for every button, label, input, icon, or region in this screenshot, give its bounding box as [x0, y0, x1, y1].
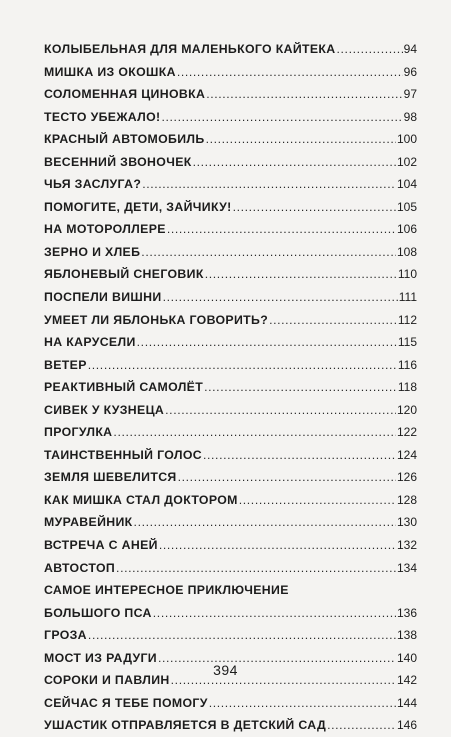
dot-leader: [233, 196, 396, 219]
toc-entry: [44, 331, 417, 354]
dot-leader: [178, 466, 396, 489]
dot-leader: [209, 692, 396, 715]
toc-entry-title: СЕЙЧАС Я ТЕБЕ ПОМОГУ: [44, 695, 208, 710]
toc-entry-title: ЗЕМЛЯ ШЕВЕЛИТСЯ: [44, 470, 177, 485]
toc-entry: [44, 241, 417, 264]
table-of-contents: [44, 38, 417, 737]
dot-leader: [269, 309, 397, 332]
toc-entry-page: 136: [396, 605, 417, 620]
toc-entry-page: 120: [396, 402, 417, 417]
toc-entry: [44, 399, 417, 422]
toc-entry-title: СОЛОМЕННАЯ ЦИНОВКА: [44, 87, 206, 102]
toc-entry: [44, 376, 417, 399]
dot-leader: [116, 557, 396, 580]
toc-entry: [44, 624, 417, 647]
dot-leader: [165, 399, 396, 422]
dot-leader: [193, 151, 396, 174]
toc-entry-page: 104: [396, 177, 417, 192]
dot-leader: [88, 354, 397, 377]
toc-entry: [44, 151, 417, 174]
toc-entry-page: 132: [396, 538, 417, 553]
toc-entry: [44, 466, 417, 489]
toc-entry: [44, 106, 417, 129]
toc-entry: [44, 309, 417, 332]
toc-entry: [44, 534, 417, 557]
toc-entry-page: 118: [397, 380, 417, 395]
toc-entry-page: 128: [396, 492, 417, 507]
toc-entry-title: НА МОТОРОЛЛЕРЕ: [44, 222, 166, 237]
toc-entry-page: 138: [396, 628, 417, 643]
toc-entry-page: 144: [396, 695, 417, 710]
toc-entry: [44, 511, 417, 534]
toc-entry-page: 124: [396, 447, 417, 462]
toc-entry-page: 146: [396, 718, 417, 733]
dot-leader: [239, 489, 396, 512]
toc-entry-title: ТЕСТО УБЕЖАЛО!: [44, 109, 161, 124]
dot-leader: [206, 128, 396, 151]
toc-entry: [44, 579, 417, 602]
dot-leader: [88, 624, 396, 647]
toc-entry-title: НА КАРУСЕЛИ: [44, 335, 136, 350]
toc-entry-page: 108: [396, 244, 417, 259]
toc-entry: [44, 421, 417, 444]
toc-entry: [44, 444, 417, 467]
toc-entry: [44, 286, 417, 309]
dot-leader: [134, 511, 396, 534]
toc-entry: [44, 218, 417, 241]
dot-leader: [159, 534, 396, 557]
dot-leader: [327, 714, 396, 737]
toc-entry-title: КРАСНЫЙ АВТОМОБИЛЬ: [44, 132, 205, 147]
dot-leader: [205, 263, 397, 286]
toc-entry-title: САМОЕ ИНТЕРЕСНОЕ ПРИКЛЮЧЕНИЕ: [44, 583, 289, 598]
toc-entry-title: ПОСПЕЛИ ВИШНИ: [44, 290, 162, 305]
toc-entry-title: ПОМОГИТЕ, ДЕТИ, ЗАЙЧИКУ!: [44, 199, 232, 214]
toc-entry: [44, 714, 417, 737]
toc-entry-title: ЗЕРНО И ХЛЕБ: [44, 244, 141, 259]
toc-entry: [44, 173, 417, 196]
toc-entry-page: 126: [396, 470, 417, 485]
toc-entry-page: 134: [396, 560, 417, 575]
toc-entry-title: ВЕТЕР: [44, 357, 87, 372]
toc-entry: [44, 128, 417, 151]
toc-entry-page: 96: [403, 64, 417, 79]
toc-entry-title: БОЛЬШОГО ПСА: [44, 605, 152, 620]
toc-entry-page: 130: [396, 515, 417, 530]
toc-entry-page: 142: [396, 673, 417, 688]
toc-entry-title: МОСТ ИЗ РАДУГИ: [44, 650, 157, 665]
toc-entry: [44, 692, 417, 715]
dot-leader: [142, 173, 396, 196]
toc-entry-title: ЯБЛОНЕВЫЙ СНЕГОВИК: [44, 267, 204, 282]
dot-leader: [177, 61, 403, 84]
toc-entry: [44, 196, 417, 219]
toc-entry-title: МУРАВЕЙНИК: [44, 515, 133, 530]
dot-leader: [113, 421, 396, 444]
toc-entry: [44, 557, 417, 580]
toc-entry: [44, 354, 417, 377]
toc-entry: [44, 489, 417, 512]
toc-entry-page: 98: [403, 109, 417, 124]
toc-entry-page: 94: [403, 42, 417, 56]
toc-entry-page: 97: [403, 87, 417, 102]
toc-entry-title: ВСТРЕЧА С АНЕЙ: [44, 538, 158, 553]
dot-leader: [162, 106, 403, 129]
toc-entry-title: СОРОКИ И ПАВЛИН: [44, 673, 170, 688]
toc-entry-page: 106: [396, 222, 417, 237]
toc-entry-title: МИШКА ИЗ ОКОШКА: [44, 64, 176, 79]
toc-entry-page: 122: [396, 425, 417, 440]
dot-leader: [141, 241, 396, 264]
dot-leader: [167, 218, 396, 241]
dot-leader: [163, 286, 398, 309]
toc-entry: [44, 61, 417, 84]
toc-entry-page: 140: [396, 650, 417, 665]
toc-entry-page: 110: [397, 267, 417, 282]
toc-entry-page: 112: [397, 312, 417, 327]
toc-entry-page: 102: [396, 154, 417, 169]
toc-entry-title: СИВЕК У КУЗНЕЦА: [44, 402, 165, 417]
toc-entry: [44, 602, 417, 625]
toc-entry: [44, 263, 417, 286]
toc-entry-page: 105: [396, 199, 417, 214]
dot-leader: [204, 376, 397, 399]
page-number: 394: [213, 662, 238, 678]
toc-entry-title: АВТОСТОП: [44, 560, 116, 575]
toc-entry-title: ВЕСЕННИЙ ЗВОНОЧЕК: [44, 154, 192, 169]
toc-entry-title: РЕАКТИВНЫЙ САМОЛЁТ: [44, 380, 204, 395]
toc-entry-page: 116: [397, 357, 417, 372]
toc-entry: [44, 38, 417, 61]
dot-leader: [203, 444, 396, 467]
toc-entry-title: ЧЬЯ ЗАСЛУГА?: [44, 177, 142, 192]
toc-entry-title: УШАСТИК ОТПРАВЛЯЕТСЯ В ДЕТСКИЙ САД: [44, 718, 327, 733]
dot-leader: [206, 83, 402, 106]
toc-entry-title: ПРОГУЛКА: [44, 425, 113, 440]
dot-leader: [337, 38, 403, 61]
toc-entry-page: 100: [396, 132, 417, 147]
toc-entry-page: 111: [398, 290, 417, 305]
toc-entry-title: ГРОЗА: [44, 628, 87, 643]
dot-leader: [137, 331, 397, 354]
dot-leader: [153, 602, 396, 625]
toc-entry-title: УМЕЕТ ЛИ ЯБЛОНЬКА ГОВОРИТЬ?: [44, 312, 269, 327]
toc-entry-page: 115: [397, 335, 417, 350]
toc-entry-title: КАК МИШКА СТАЛ ДОКТОРОМ: [44, 492, 238, 507]
toc-entry: [44, 83, 417, 106]
toc-entry-title: ТАИНСТВЕННЫЙ ГОЛОС: [44, 447, 202, 462]
toc-entry-title: КОЛЫБЕЛЬНАЯ ДЛЯ МАЛЕНЬКОГО КАЙТЕКА: [44, 42, 336, 56]
